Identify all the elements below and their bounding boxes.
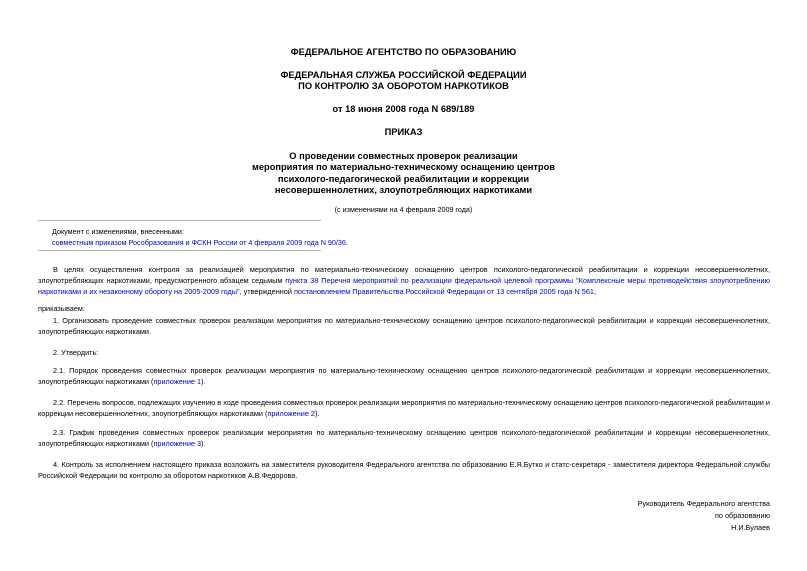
divider-bottom: [38, 250, 321, 251]
paragraph-2-1-end: ).: [201, 377, 206, 387]
paragraph-2-3-text: 2.3. График проведения совместных проверок реализации мероприятия по материально-техническому оснащению центров психолого-педагогической реабилитации и коррекции несовершеннолетних, злоупотребляющих наркотиками (: [38, 428, 770, 449]
changes-note: (с изменениями на 4 февраля 2009 года): [334, 205, 473, 214]
doc-type: ПРИКАЗ: [384, 127, 423, 137]
program-link[interactable]: пункта 38 Перечня мероприятий по реализации федеральной целевой программы "Комплексные меры противодействия злоупотреблению наркотиками и их незаконному обороту на 2005-2009 годы": [38, 276, 770, 297]
appendix-2-link[interactable]: приложение 2: [267, 409, 315, 419]
preamble-end: ,: [593, 287, 597, 297]
amendment-suffix: .: [345, 238, 348, 247]
resolution-link[interactable]: постановлением Правительства Российской Федерации от 13 сентября 2005 года N 561: [293, 287, 594, 297]
preamble-paragraph: [38, 264, 770, 298]
signature-block: [638, 498, 770, 535]
paragraph-2-2-text: 2.2. Перечень вопросов, подлежащих изучению в ходе проведения совместных проверок реализации мероприятия по материально-техническому оснащению центров психолого-педагогической реабилитации и коррекции несовершеннолетних, злоупотребляющих наркотиками (: [38, 398, 770, 419]
changes-label: Документ с изменениями, внесенными:: [52, 227, 184, 236]
paragraph-2-3: [38, 427, 770, 449]
doc-title-line1: О проведении совместных проверок реализации: [289, 151, 518, 161]
service-heading-line1: ФЕДЕРАЛЬНАЯ СЛУЖБА РОССИЙСКОЙ ФЕДЕРАЦИИ: [280, 70, 527, 80]
signature-name: Н.И.Булаев: [731, 523, 770, 533]
signature-line2: по образованию: [714, 511, 770, 521]
preamble-text: В целях осуществления контроля за реализацией мероприятия по материально-техническому оснащению центров психолого-педагогической реабилитации и коррекции несовершеннолетних, злоупотребляющих наркотиками, предусмотренного абзацем седьмым: [38, 265, 770, 286]
paragraph-2-3-end: ).: [201, 439, 206, 449]
paragraph-4: 4. Контроль за исполнением настоящего приказа возложить на заместителя руководителя Федерального агентства по образованию Е.Я.Бутко и статс-секретаря - заместителя директора Федеральной службы Российской Федерации по контролю за оборотом наркотиков А.В.Федорова.: [38, 460, 770, 481]
order-word: приказываем:: [38, 304, 85, 313]
paragraph-2-2: [38, 397, 770, 419]
doc-title-line4: несовершеннолетних, злоупотребляющих наркотиками: [274, 185, 533, 195]
agency-heading: ФЕДЕРАЛЬНОЕ АГЕНТСТВО ПО ОБРАЗОВАНИЮ: [290, 47, 517, 57]
appendix-3-link[interactable]: приложение 3: [153, 439, 202, 449]
doc-title-line3: психолого-педагогической реабилитации и коррекции: [277, 174, 530, 184]
divider-top: [38, 220, 321, 221]
signature-line1: Руководитель Федерального агентства: [637, 499, 770, 508]
appendix-1-link[interactable]: приложение 1: [153, 377, 202, 387]
paragraph-2-1-text: 2.1. Порядок проведения совместных проверок реализации мероприятия по материально-техническому оснащению центров психолого-педагогической реабилитации и коррекции несовершеннолетних, злоупотребляющих наркотиками (: [38, 366, 770, 387]
changes-box: [52, 226, 348, 248]
paragraph-2-2-end: ).: [314, 409, 320, 419]
changes-entry: [52, 237, 348, 248]
preamble-mid: , утвержденной: [239, 287, 294, 297]
doc-title-line2: мероприятия по материально-техническому оснащению центров: [251, 162, 556, 172]
paragraph-1: 1. Организовать проведение совместных проверок реализации мероприятия по материально-техническому оснащению центров психолого-педагогической реабилитации и коррекции несовершеннолетних, злоупотребляющих наркотиками.: [38, 316, 770, 337]
service-heading-line2: ПО КОНТРОЛЮ ЗА ОБОРОТОМ НАРКОТИКОВ: [298, 81, 509, 91]
amendment-link[interactable]: совместным приказом Рособразования и ФСКН России от 4 февраля 2009 года N 90/36: [52, 238, 346, 247]
paragraph-2: 2. Утвердить:: [53, 348, 99, 357]
date-number: от 18 июня 2008 года N 689/189: [332, 104, 475, 114]
paragraph-2-1: [38, 365, 770, 387]
